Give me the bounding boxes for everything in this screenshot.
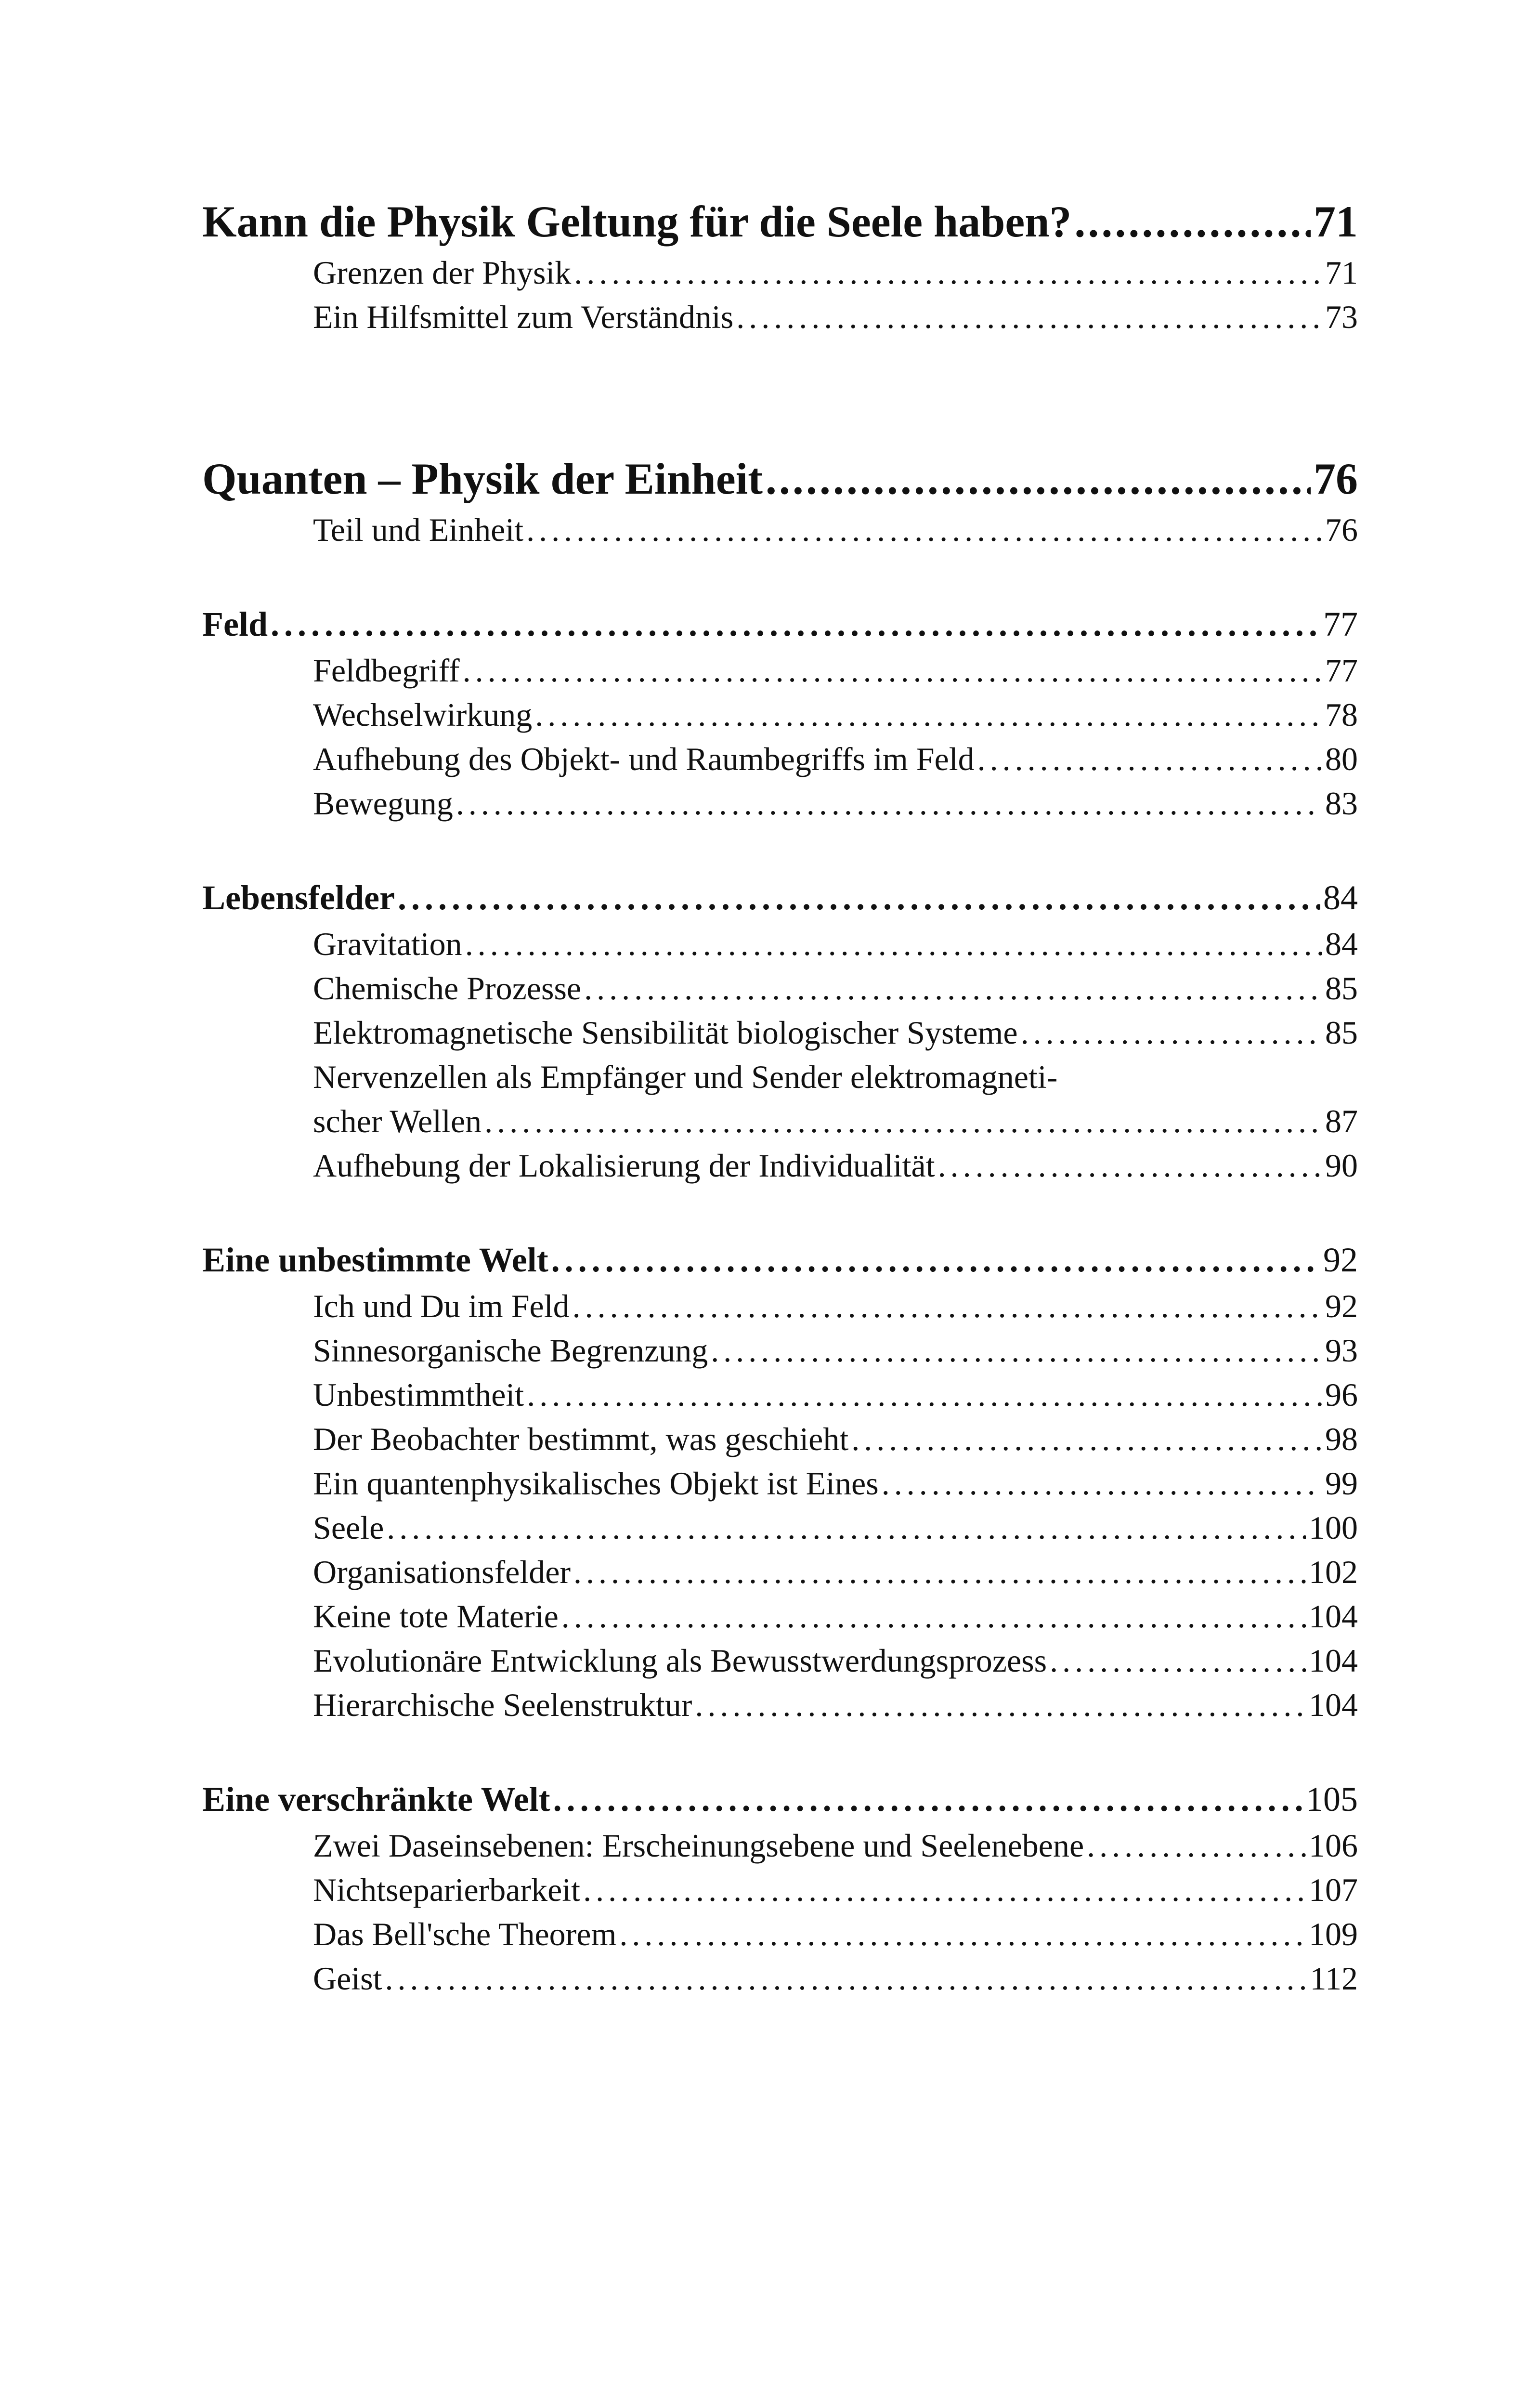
toc-subentry[interactable]: [202, 1868, 1358, 1912]
subentry-title: Feldbegriff: [313, 652, 460, 689]
subentry-title: Nichtseparierbarkeit: [313, 1871, 581, 1908]
toc-subentry[interactable]: [202, 1505, 1358, 1550]
dot-leader: [583, 1868, 1306, 1912]
dot-leader: [561, 1594, 1306, 1638]
subentry-title: Gravitation: [313, 926, 462, 962]
page-number: 83: [1325, 785, 1358, 822]
subentry-title: Ein Hilfsmittel zum Verständnis: [313, 299, 734, 335]
dot-leader: [535, 693, 1322, 737]
page-number: 90: [1325, 1147, 1358, 1184]
dot-leader: [463, 648, 1322, 693]
subentry-title: Sinnesorganische Begrenzung: [313, 1332, 708, 1369]
section-title: Eine verschränkte Welt: [202, 1780, 550, 1819]
dot-leader: [1087, 1823, 1306, 1868]
dot-leader: [882, 1461, 1322, 1505]
toc-subentry[interactable]: [202, 1143, 1358, 1188]
section-title: Eine unbestimmte Welt: [202, 1241, 548, 1279]
subentry-title: Evolutionäre Entwicklung als Bewusstwerdungsprozess: [313, 1642, 1047, 1679]
dot-leader: [574, 250, 1322, 295]
subentry-title: scher Wellen: [313, 1103, 482, 1139]
subentry-title: Keine tote Materie: [313, 1598, 559, 1635]
page-number: 85: [1325, 1014, 1358, 1051]
dot-leader: [938, 1143, 1322, 1188]
dot-leader: [385, 1956, 1307, 2001]
page-number: 93: [1325, 1332, 1358, 1369]
page-number: 105: [1306, 1780, 1358, 1819]
subentry-title: Wechselwirkung: [313, 696, 533, 733]
toc-subentry[interactable]: [202, 966, 1358, 1010]
page-number: 84: [1325, 926, 1358, 962]
subentry-title: Grenzen der Physik: [313, 254, 572, 291]
page-number: 100: [1309, 1509, 1358, 1546]
dot-leader: [456, 781, 1322, 825]
page-number: 84: [1323, 878, 1358, 917]
toc-section-entry[interactable]: [202, 874, 1358, 922]
page-number: 85: [1325, 970, 1358, 1007]
page-number: 99: [1325, 1465, 1358, 1502]
subentry-title: Der Beobachter bestimmt, was geschieht: [313, 1421, 849, 1457]
dot-leader: [553, 1775, 1303, 1823]
spacer: [202, 1188, 1358, 1236]
page-number: 73: [1325, 299, 1358, 335]
dot-leader: [398, 874, 1320, 922]
toc-subentry[interactable]: [202, 250, 1358, 295]
page-number: 78: [1325, 696, 1358, 733]
page-number: 80: [1325, 741, 1358, 777]
dot-leader: [465, 922, 1322, 966]
toc-subentry[interactable]: [202, 1683, 1358, 1727]
subentry-title: Unbestimmtheit: [313, 1376, 524, 1413]
subentry-title: Das Bell'sche Theorem: [313, 1916, 617, 1952]
toc-subentry[interactable]: [202, 508, 1358, 552]
dot-leader: [527, 1373, 1322, 1417]
subentry-title: Hierarchische Seelenstruktur: [313, 1687, 692, 1723]
section-title: Feld: [202, 605, 268, 643]
subentry-title: Aufhebung der Lokalisierung der Individualität: [313, 1147, 935, 1184]
toc-section-entry[interactable]: [202, 1236, 1358, 1284]
subentry-title: Ich und Du im Feld: [313, 1288, 570, 1324]
spacer: [202, 825, 1358, 874]
dot-leader: [1050, 1638, 1306, 1683]
page-number: 107: [1309, 1871, 1358, 1908]
page-number: 98: [1325, 1421, 1358, 1457]
toc-subentry[interactable]: [202, 1594, 1358, 1638]
dot-leader: [766, 450, 1311, 508]
dot-leader: [387, 1505, 1306, 1550]
page-number: 92: [1325, 1288, 1358, 1324]
toc-subentry[interactable]: [202, 1328, 1358, 1373]
page-number: 76: [1314, 454, 1358, 503]
chapter-title: Kann die Physik Geltung für die Seele haben?: [202, 197, 1072, 246]
page-number: 96: [1325, 1376, 1358, 1413]
page-number: 109: [1309, 1916, 1358, 1952]
page-number: 104: [1309, 1642, 1358, 1679]
dot-leader: [977, 737, 1322, 781]
dot-leader: [1021, 1010, 1322, 1055]
dot-leader: [851, 1417, 1322, 1461]
table-of-contents: [202, 193, 1358, 2001]
spacer: [202, 1727, 1358, 1775]
dot-leader: [484, 1099, 1322, 1143]
dot-leader: [573, 1550, 1306, 1594]
toc-subentry[interactable]: [202, 1010, 1358, 1055]
page-number: 71: [1314, 197, 1358, 246]
subentry-title: Ein quantenphysikalisches Objekt ist Eines: [313, 1465, 879, 1502]
dot-leader: [1074, 193, 1311, 250]
page-number: 104: [1309, 1687, 1358, 1723]
toc-subentry[interactable]: [202, 1550, 1358, 1594]
section-title: Lebensfelder: [202, 878, 395, 917]
dot-leader: [584, 966, 1322, 1010]
subentry-title: Teil und Einheit: [313, 511, 524, 548]
toc-section-entry[interactable]: [202, 600, 1358, 648]
page-number: 92: [1323, 1241, 1358, 1279]
page-number: 112: [1310, 1960, 1358, 1997]
toc-subentry[interactable]: [202, 648, 1358, 693]
toc-subentry[interactable]: [202, 693, 1358, 737]
subentry-title: Elektromagnetische Sensibilität biologischer Systeme: [313, 1014, 1018, 1051]
toc-section-entry[interactable]: [202, 1775, 1358, 1823]
toc-chapter-entry[interactable]: [202, 193, 1358, 250]
dot-leader: [711, 1328, 1322, 1373]
subentry-title: Organisationsfelder: [313, 1554, 571, 1590]
chapter-title: Quanten – Physik der Einheit: [202, 454, 763, 503]
page-number: 102: [1309, 1554, 1358, 1590]
page-number: 104: [1309, 1598, 1358, 1635]
spacer: [202, 339, 1358, 450]
toc-subentry[interactable]: [202, 1461, 1358, 1505]
toc-subentry[interactable]: [202, 737, 1358, 781]
toc-subentry[interactable]: [202, 1912, 1358, 1956]
dot-leader: [526, 508, 1322, 552]
toc-subentry[interactable]: [202, 1956, 1358, 2001]
page-number: 71: [1325, 254, 1358, 291]
subentry-title: Aufhebung des Objekt- und Raumbegriffs im Feld: [313, 741, 975, 777]
toc-subentry[interactable]: [202, 1099, 1358, 1143]
toc-subentry[interactable]: [202, 922, 1358, 966]
toc-subentry[interactable]: [202, 1823, 1358, 1868]
dot-leader: [695, 1683, 1306, 1727]
toc-subentry[interactable]: [202, 1638, 1358, 1683]
toc-subentry[interactable]: [202, 781, 1358, 825]
subentry-title: Bewegung: [313, 785, 453, 822]
dot-leader: [573, 1284, 1322, 1328]
toc-chapter-entry[interactable]: [202, 450, 1358, 508]
dot-leader: [551, 1236, 1320, 1284]
dot-leader: [736, 295, 1322, 339]
page-number: 76: [1325, 511, 1358, 548]
page-number: 87: [1325, 1103, 1358, 1139]
toc-subentry[interactable]: [202, 1373, 1358, 1417]
subentry-title: Zwei Daseinsebenen: Erscheinungsebene und Seelenebene: [313, 1827, 1084, 1864]
dot-leader: [271, 600, 1320, 648]
toc-subentry[interactable]: [202, 1284, 1358, 1328]
page-number: 77: [1325, 652, 1358, 689]
subentry-title-line1: Nervenzellen als Empfänger und Sender elektromagneti-: [313, 1059, 1058, 1095]
spacer: [202, 552, 1358, 600]
subentry-title: Seele: [313, 1509, 384, 1546]
subentry-title: Geist: [313, 1960, 382, 1997]
subentry-title: Chemische Prozesse: [313, 970, 582, 1007]
toc-subentry[interactable]: [202, 295, 1358, 339]
page-number: 106: [1309, 1827, 1358, 1864]
toc-subentry[interactable]: [202, 1417, 1358, 1461]
page-number: 77: [1323, 605, 1358, 643]
dot-leader: [619, 1912, 1306, 1956]
